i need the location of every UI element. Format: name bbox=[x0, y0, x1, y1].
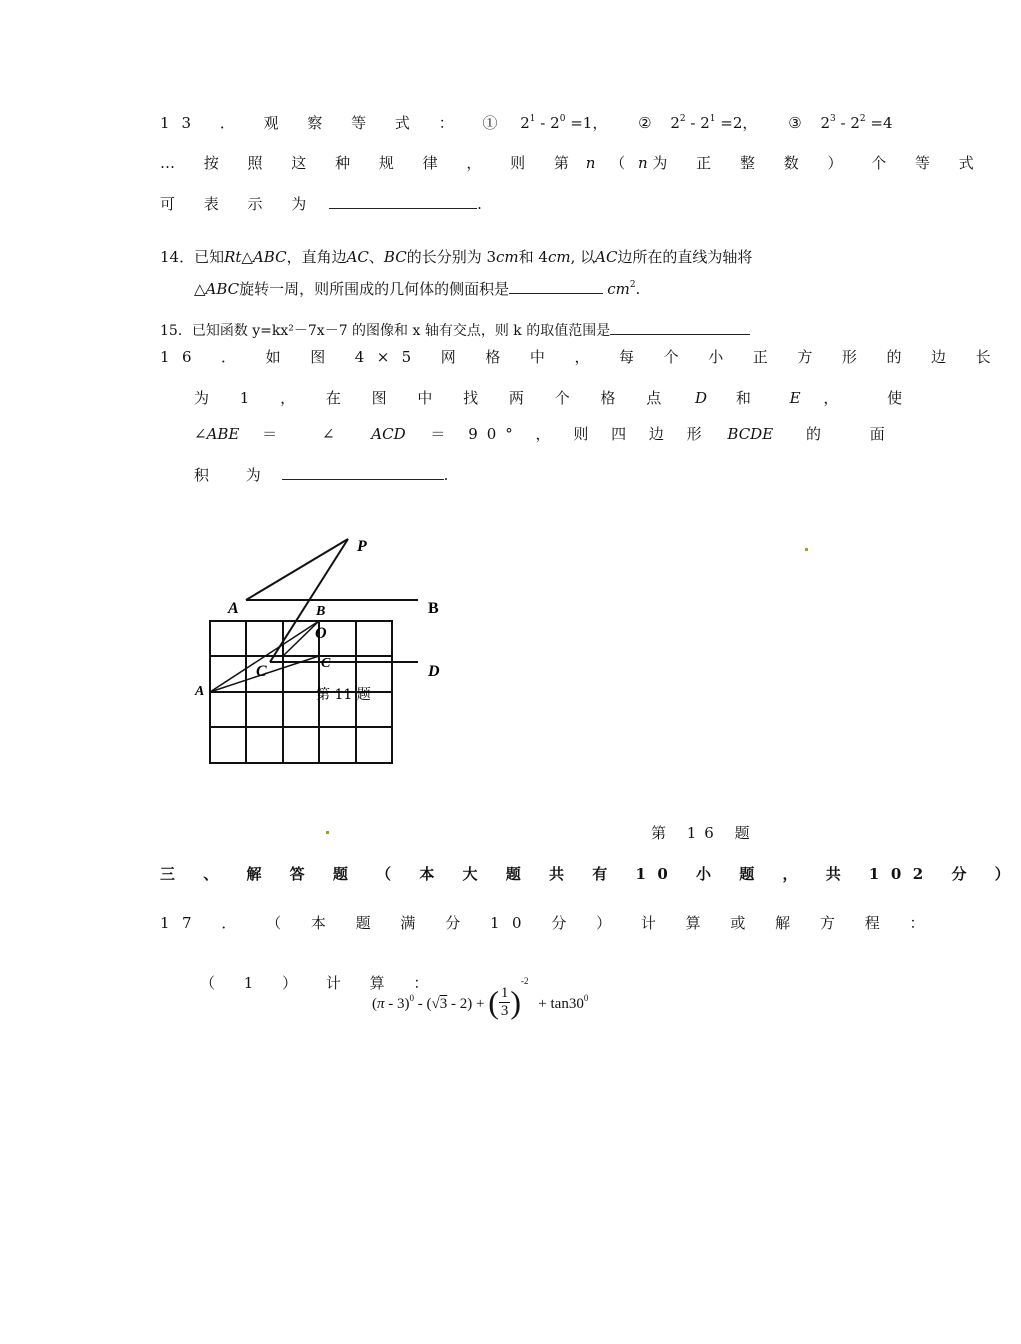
q16-abe: ABE bbox=[206, 425, 240, 443]
q13-rule: … 按 照 这 种 规 律 ， 则 第 bbox=[160, 154, 581, 172]
q13-circle2: ② bbox=[638, 114, 652, 132]
q14-period: . bbox=[635, 280, 641, 298]
decorative-dot bbox=[805, 548, 808, 551]
section-3-heading bbox=[160, 863, 1021, 884]
q17-1-label: （ 1 ） 计 算 ： bbox=[200, 974, 441, 992]
q17-text: 17 ． （ 本 题 满 分 10 分 ） 计 算 或 解 方 程 ： bbox=[160, 914, 937, 932]
expr-plus: + bbox=[476, 995, 485, 1012]
q14-prefix: 14．已知 bbox=[160, 248, 225, 266]
q14-legs: ，直角边 bbox=[286, 248, 347, 266]
q14-length-4: 和 4 bbox=[518, 248, 548, 266]
q13-eq1: =1， bbox=[570, 114, 608, 132]
caption-fig-16 bbox=[651, 822, 758, 843]
q16-ninety: ＝ 90° ， 则 四 边 形 bbox=[430, 425, 711, 443]
q13-line3: 可 表 示 为 . bbox=[160, 195, 482, 213]
q14-length-3: 的长分别为 3 bbox=[406, 248, 496, 266]
q14-axis: 边所在的直线为轴将 bbox=[617, 248, 753, 266]
q16-make: ， 使 bbox=[823, 389, 925, 407]
q16-e: E bbox=[789, 389, 801, 407]
q13-power-3: $2^3 - 2^2$ bbox=[820, 114, 866, 132]
q14-bc: BC bbox=[383, 248, 407, 266]
q13-paren: （ bbox=[610, 154, 626, 172]
section-3-text: 三 、 解 答 题 （ 本 大 题 共 有 10 小 题 ， 共 102 分 ） bbox=[160, 865, 1021, 883]
expr-sqrt-term: (√3 - 2) bbox=[426, 995, 473, 1012]
label-b-right: B bbox=[428, 600, 439, 617]
q14-sep: 、 bbox=[368, 248, 384, 266]
q14-cm2: cm bbox=[547, 248, 571, 266]
label-c-small: C bbox=[321, 656, 331, 671]
q14-cm1: cm bbox=[496, 248, 519, 266]
q15-text: 15．已知函数 y=kx²－7x－7 的图像和 x 轴有交点，则 k 的取值范围是 bbox=[160, 323, 611, 339]
q13-eq2: =2， bbox=[720, 114, 758, 132]
q17-1-expression bbox=[372, 976, 589, 1027]
q13-intro: 13 ． 观 察 等 式 ： ① bbox=[160, 114, 510, 132]
q16-line4: 积 为 . bbox=[194, 466, 449, 484]
label-a-left: A bbox=[195, 684, 205, 699]
label-c-big: C bbox=[256, 663, 267, 680]
label-d: D bbox=[428, 663, 440, 680]
q14-question: 旋转一周，则所围成的几何体的侧面积是 bbox=[239, 280, 510, 298]
q16-and: 和 bbox=[735, 389, 751, 407]
q14-with: , 以 bbox=[570, 248, 596, 266]
q16-d: D bbox=[695, 389, 708, 407]
q14-unit: cm bbox=[607, 280, 630, 298]
line-c-b bbox=[283, 621, 319, 656]
q16-angle: ∠ bbox=[194, 425, 207, 443]
q14-ac: AC bbox=[346, 248, 369, 266]
q16-area: 的 面 bbox=[805, 425, 907, 443]
q16-bcde: BCDE bbox=[727, 425, 774, 443]
q14-abc: ABC bbox=[205, 280, 240, 298]
label-o: O bbox=[315, 625, 327, 642]
expr-minus: - bbox=[417, 995, 427, 1012]
q13-express: 可 表 示 为 bbox=[160, 195, 319, 213]
q16-side: 为 1 ， 在 图 中 找 两 个 格 点 bbox=[194, 389, 675, 407]
q16-area-is: 积 为 bbox=[194, 466, 277, 484]
caption-fig-11: 第 11 题 bbox=[316, 687, 371, 703]
q14-triangle-sym: △ bbox=[194, 280, 206, 298]
caption-fig-16-text: 第 16 题 bbox=[651, 824, 758, 842]
q13-power-1: $2^1 - 2^0$ bbox=[520, 114, 566, 132]
expr-tan-term: + $\tan 30^0$ bbox=[538, 992, 589, 1012]
q16-intro: 16 ． 如 图 4×5 网 格 中 ， 每 个 小 正 方 形 的 边 长 bbox=[160, 348, 1004, 366]
q13-eq3: =4 bbox=[870, 114, 893, 132]
q14-ac2: AC bbox=[595, 248, 618, 266]
q13-circle3: ③ bbox=[788, 114, 802, 132]
label-a-top: A bbox=[228, 600, 239, 617]
q13-power-2: $2^2 - 2^1$ bbox=[670, 114, 716, 132]
line-ap bbox=[246, 539, 348, 600]
expr-fraction-term: ( 1 3)$^{-2}$ bbox=[488, 976, 529, 1021]
q13-rule-tail: 为 正 整 数 ） 个 等 式 bbox=[652, 154, 986, 172]
q14-rt-triangle: Rt△ABC bbox=[224, 248, 287, 266]
expr-pi-term: (π - 3)$^0$ bbox=[372, 992, 415, 1012]
decorative-dot bbox=[326, 831, 329, 834]
q13-n: n bbox=[585, 154, 596, 172]
q17-line bbox=[160, 912, 937, 933]
q16-acd: ACD bbox=[371, 425, 406, 443]
label-b-inner: B bbox=[316, 604, 326, 619]
q16-equal: ＝ ∠ bbox=[262, 425, 355, 443]
label-p: P bbox=[357, 538, 367, 555]
q13-n2: n bbox=[637, 154, 648, 172]
q14-line2: △ABC旋转一周，则所围成的几何体的侧面积是 $cm^2$. bbox=[194, 280, 641, 298]
